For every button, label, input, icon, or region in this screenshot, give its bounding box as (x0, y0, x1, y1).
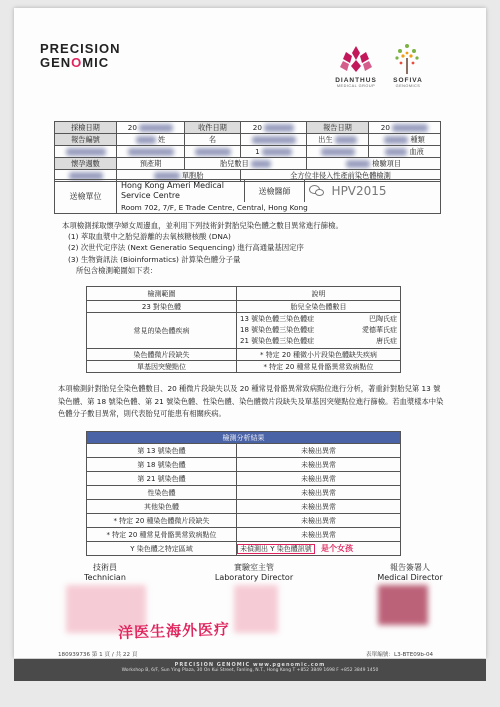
info-cell (55, 146, 117, 158)
info-cell: 單胞胎 (117, 170, 241, 182)
table-row (87, 444, 401, 458)
intro-text-block (62, 220, 442, 276)
scope-cell: 單基因突變點位 (87, 361, 237, 373)
scope-table (86, 286, 401, 373)
sending-unit-value: Hong Kong Ameri Medical Service Centre (117, 180, 245, 203)
info-cell: 血液 (369, 146, 441, 158)
method-item: (3) 生物資訊法 (Bioinformatics) 計算染色體分子量 (68, 254, 241, 264)
result-item: 第 18 號染色體 (87, 458, 237, 472)
scope-cell: 23 對染色體 (87, 301, 237, 313)
result-value: 未檢出異常 (237, 472, 401, 486)
info-cell: 種類 (369, 134, 441, 146)
info-row (55, 158, 441, 170)
page-number: 180939736 第 1 頁 / 共 22 頁 (58, 652, 138, 658)
dianthus-logo-icon (337, 44, 375, 74)
result-item: 性染色體 (87, 486, 237, 500)
info-cell: 懷孕週數 (55, 158, 117, 170)
info-cell: 20 (369, 122, 441, 134)
scope-cell: * 特定 20 種常見骨骼異常致病點位 (237, 361, 401, 373)
result-value (237, 542, 401, 556)
doctor-value-cell (305, 180, 441, 203)
result-value: 未檢出異常 (237, 514, 401, 528)
info-cell: 1 (241, 146, 307, 158)
results-header: 檢測分析結果 (87, 432, 401, 444)
sending-unit-address: Room 702, 7/F, E Trade Centre, Central, Hong Kong (117, 202, 441, 214)
table-row (87, 313, 401, 349)
info-cell: 全方位非侵入性產前染色體檢測 (241, 170, 441, 182)
result-item: * 特定 20 種常見骨骼異常致病點位 (87, 528, 237, 542)
scope-cell: * 特定 20 種微小片段染色體缺失疾病 (237, 349, 401, 361)
info-cell: 胎兒數目 (185, 158, 307, 170)
info-cell: 20 (117, 122, 185, 134)
result-value: 未檢出異常 (237, 500, 401, 514)
result-item: 其他染色體 (87, 500, 237, 514)
table-row (87, 486, 401, 500)
sofiva-partner-label: SOFIVA GENOMICS (393, 77, 423, 88)
table-row (87, 500, 401, 514)
result-value: 未檢出異常 (237, 528, 401, 542)
form-number: 表單編號：L3-BTE09b-04 (366, 652, 434, 658)
table-row (87, 361, 401, 373)
info-cell: 姓 (117, 134, 185, 146)
signature-technician: 技術員 Technician (84, 563, 126, 582)
y-signal-value: 未偵測出 Y 染色體訊號 (237, 544, 315, 554)
table-row (87, 458, 401, 472)
info-cell: 出生 (307, 134, 369, 146)
scope-header: 檢測範圍 (87, 287, 237, 301)
info-cell: 預產期 (117, 158, 185, 170)
doctor-value: HPV2015 (331, 184, 387, 198)
watermark-stamp-text: 洋医生海外医疗 (117, 620, 231, 642)
scope-cell: 胎兒全染色體數目 (237, 301, 401, 313)
scope-cell: 13 號染色體三染色體症 巴陶氏症 18 號染色體三染色體症 愛德華氏症 21 號染色體三染色體症 唐氏症 (237, 313, 401, 349)
info-row (55, 146, 441, 158)
result-item: Y 染色體之特定區域 (87, 542, 237, 556)
signature-lab-director: 實驗室主管 Laboratory Director (214, 563, 294, 582)
info-row (55, 122, 441, 134)
method-item: (1) 萃取血漿中之胎兒游離的去氧核糖核酸 (DNA) (68, 232, 231, 242)
dianthus-partner-label: DIANTHUS MEDICAL GROUP (335, 77, 377, 88)
result-item: 第 21 號染色體 (87, 472, 237, 486)
result-value: 未檢出異常 (237, 458, 401, 472)
table-row (87, 349, 401, 361)
info-cell: 採檢日期 (55, 122, 117, 134)
analysis-paragraph: 本項檢測針對胎兒全染色體數目、20 種微片段缺失以及 20 種常見骨骼異常致病點位進行分析，著重針對胎兒第 13 號染色體、第 18 號染色體、第 21 號染色體、性染色體、染色體微片段缺失及單基因突變點位進行篩檢。若血漿樣本中染色體分子數目異常，則代表胎兒可能患有相關疾病。 (58, 384, 444, 418)
signature-medical-director: 報告簽署人 Medical Director (377, 563, 443, 582)
result-value: 未檢出異常 (237, 486, 401, 500)
table-row (87, 528, 401, 542)
annotation-note: 是个女孩 (320, 544, 353, 553)
table-row (87, 472, 401, 486)
precision-genomic-logo: PRECISION GENOMIC (40, 41, 121, 70)
sofiva-logo-icon (392, 42, 422, 76)
table-row (87, 542, 401, 556)
info-cell: 檢驗項目 (307, 158, 441, 170)
scope-cell: 染色體微片段缺失 (87, 349, 237, 361)
info-cell: 20 (241, 122, 307, 134)
info-cell (117, 146, 185, 158)
results-table (86, 431, 401, 556)
info-cell: 報告日期 (307, 122, 369, 134)
scope-cell: 常見的染色體疾病 (87, 313, 237, 349)
sending-unit-table (54, 179, 441, 214)
info-cell: 名 (185, 134, 241, 146)
doctor-label: 送檢醫師 (245, 180, 305, 203)
table-row (87, 514, 401, 528)
result-item: * 特定 20 種染色體微片段缺失 (87, 514, 237, 528)
method-item: (2) 次世代定序法 (Next Generatio Sequencing) 進行高通量基因定序 (68, 243, 304, 253)
intro-sentence: 本項檢測採取懷孕婦女周邊血，並利用下列技術針對胎兒染色體之數目異常進行篩檢。 (62, 221, 343, 230)
sending-unit-label: 送檢單位 (55, 180, 117, 214)
info-cell (185, 146, 241, 158)
company-footer: PRECISION GENOMIC www.pgenomic.com Workshop B, 6/F, Sun Ying Plaza, 30 On Kui Street, Fanling, N.T., Hong Kong T +852 3849 1698 F +852 3849 1450 (14, 659, 486, 681)
info-cell (307, 146, 369, 158)
scope-intro: 所包含檢測範圍如下表： (76, 265, 158, 275)
signature-image (378, 585, 428, 625)
table-row (87, 301, 401, 313)
info-cell: 報告編號 (55, 134, 117, 146)
signature-image (234, 585, 278, 633)
info-row (55, 134, 441, 146)
info-cell (241, 134, 307, 146)
patient-info-table (54, 121, 441, 182)
wechat-icon (309, 185, 325, 197)
result-item: 第 13 號染色體 (87, 444, 237, 458)
scope-header: 說明 (237, 287, 401, 301)
info-cell: 收件日期 (185, 122, 241, 134)
result-value: 未檢出異常 (237, 444, 401, 458)
